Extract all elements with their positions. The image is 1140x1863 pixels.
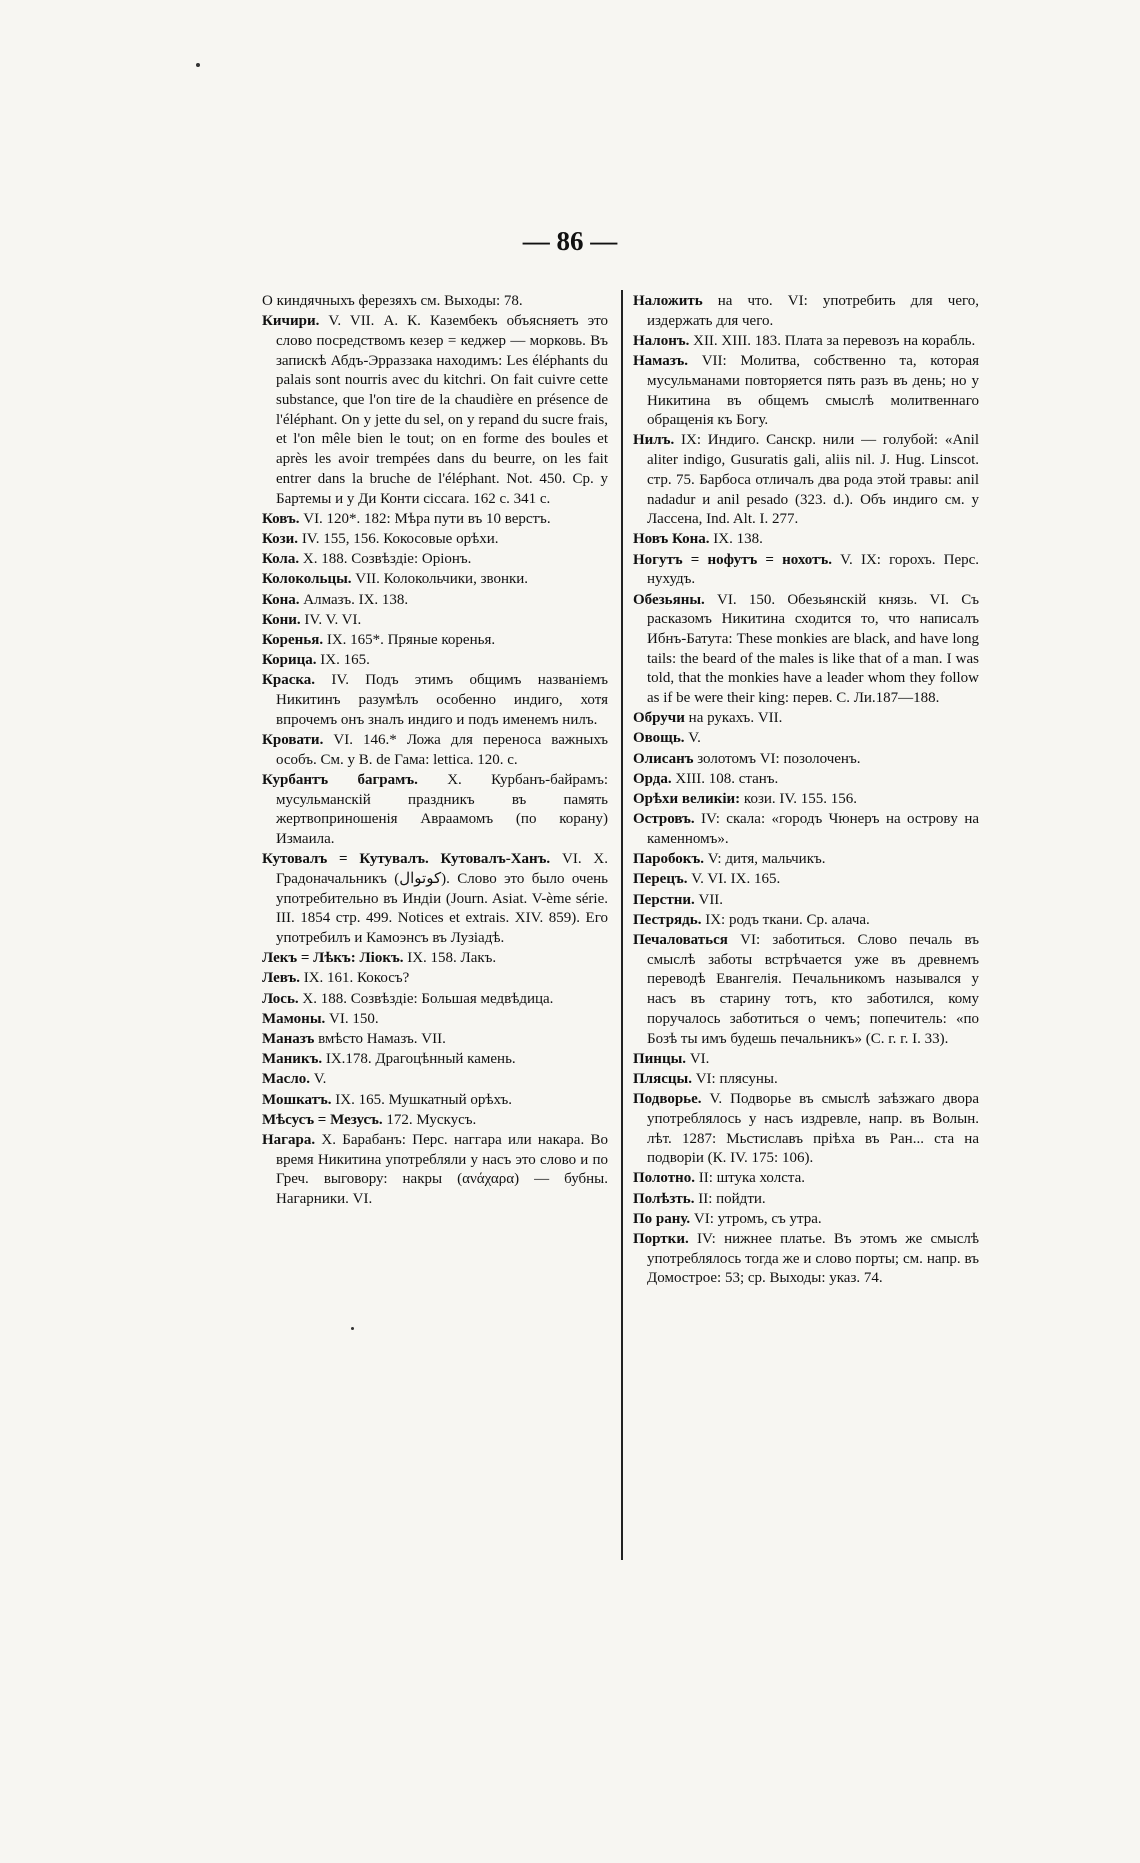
entry-headword: Обезьяны. xyxy=(633,591,705,608)
entry-headword: По рану. xyxy=(633,1210,691,1227)
dictionary-entry xyxy=(633,332,979,352)
entry-text: V. VII. А. К. Казембекъ объясняетъ это слово посредствомъ кезер = кеджер — морковь. Въ запискѣ Абдъ-Эрраззака находимъ: Les éléphants du palais sont nourris avec du kitchri. On fait cuivre cette substance, que l'on tire de la chaudière en présence de l'éléphant. On y jette du sel, on y repand du sucre frais, et l'on mêle bien le tout; on en forme des boules et après les avoir trempées dans du beurre, on les fait entrer dans la bruche de l'éléphant. Not. 450. Ср. у Бартемы и у Ди Конти ciccara. 162 с. 341 с. xyxy=(276,313,608,507)
entry-text: IV. Подъ этимъ общимъ названіемъ Никитинъ разумѣлъ особенно индиго, хотя впрочемъ онъ зналъ индиго и подъ именемъ нилъ. xyxy=(276,672,608,728)
entry-text: XII. XIII. 183. Плата за перевозъ на корабль. xyxy=(693,332,976,349)
entry-text: О киндячныхъ ферезяхъ см. Выходы: 78. xyxy=(262,293,523,309)
entry-headword: Ногутъ = нофутъ = нохотъ. xyxy=(633,551,832,568)
entry-headword: Мамоны. xyxy=(262,1010,326,1027)
entry-text: XIII. 108. станъ. xyxy=(675,770,779,787)
dictionary-entry xyxy=(262,850,608,949)
entry-headword: Нилъ. xyxy=(633,432,675,449)
entry-headword: Мѣсусъ = Мезусъ. xyxy=(262,1111,383,1128)
entry-headword: Пестрядь. xyxy=(633,911,702,928)
entry-headword: Пинцы. xyxy=(633,1050,687,1067)
entry-text: IV. 155, 156. Кокосовые орѣхи. xyxy=(301,530,499,547)
entry-text: VII. Колокольчики, звонки. xyxy=(355,571,529,588)
dictionary-entry xyxy=(262,550,608,570)
entry-headword: Печаловаться xyxy=(633,932,728,948)
dictionary-entry xyxy=(262,990,608,1010)
dictionary-entry xyxy=(262,591,608,611)
entry-headword: Орда. xyxy=(633,770,672,787)
entry-text: VI. 146.* Ложа для переноса важныхъ особъ. См. у В. de Гама: lettica. 120. с. xyxy=(276,731,609,768)
entry-text: IV: нижнее платье. Въ этомъ же смыслѣ употреблялось тогда же и слово порты; см. напр. въ Домострое: 53; ср. Выходы: указ. 74. xyxy=(647,1231,980,1287)
dictionary-entry xyxy=(633,292,979,331)
entry-text: золотомъ VI: позолоченъ. xyxy=(697,750,861,767)
entry-text: X. 188. Созвѣздіе: Оріонъ. xyxy=(302,551,472,568)
entry-text: II: пойдти. xyxy=(698,1190,766,1207)
entry-text: V. IX: горохъ. Перс. нухудъ. xyxy=(647,551,980,588)
entry-headword: Лекъ = Лѣкъ: Ліокъ. xyxy=(262,950,404,967)
dictionary-entry xyxy=(262,312,608,509)
print-speck xyxy=(196,63,200,67)
entry-headword: Маназъ xyxy=(262,1031,315,1048)
entry-text: IX.178. Драгоцѣнный камень. xyxy=(325,1051,516,1068)
dictionary-entry xyxy=(633,729,979,749)
entry-text: IX: Индиго. Санскр. нили — голубой: «Anil aliter indigo, Gusuratis gali, aliis nil. J. Hug. Linscot. стр. 75. Барбоса отличалъ два рода этой травы: anil nadadur и anil pesado (323. d.). Объ индиго см. у Лассена, Ind. Alt. I. 277. xyxy=(647,432,980,528)
dictionary-entry xyxy=(262,292,608,312)
entry-headword: Подворье. xyxy=(633,1091,702,1108)
entry-headword: Лось. xyxy=(262,990,299,1007)
entry-headword: Маникъ. xyxy=(262,1051,323,1068)
right-column xyxy=(633,292,979,1290)
dictionary-entry xyxy=(633,1070,979,1090)
entry-text: X. 188. Созвѣздіе: Большая медвѣдица. xyxy=(302,990,554,1007)
entry-text: вмѣсто Намазъ. VII. xyxy=(318,1031,446,1048)
entry-text: IX. 138. xyxy=(713,531,763,548)
entry-headword: Мошкатъ. xyxy=(262,1091,332,1108)
entry-headword: Кичири. xyxy=(262,313,320,330)
entry-headword: Налонъ. xyxy=(633,332,690,349)
dictionary-entry xyxy=(633,850,979,870)
entry-headword: Наложить xyxy=(633,293,703,309)
dictionary-entry xyxy=(633,750,979,770)
left-column xyxy=(262,292,608,1210)
entry-headword: Перецъ. xyxy=(633,871,688,888)
dictionary-entry xyxy=(262,1050,608,1070)
dictionary-entry xyxy=(262,731,608,770)
entry-text: V. xyxy=(688,730,701,747)
entry-headword: Кутовалъ = Кутувалъ. Кутовалъ-Ханъ. xyxy=(262,851,551,868)
print-speck xyxy=(351,1327,354,1330)
dictionary-entry xyxy=(262,631,608,651)
entry-text: IX. 161. Кокосъ? xyxy=(303,970,410,987)
dictionary-entry xyxy=(633,770,979,790)
dictionary-entry xyxy=(262,570,608,590)
dictionary-entry xyxy=(633,551,979,590)
entry-headword: Кози. xyxy=(262,530,299,547)
entry-text: VI: заботиться. Слово печаль въ смыслѣ заботы встрѣчается уже въ древнемъ переводѣ Евангелія. Печальникомъ назывался у насъ въ старину тотъ, кто заботился, кому поручалось заботиться о чемъ; попечитель: «по Бозѣ ты имъ будешь печальникъ» (С. г. г. I. 33). xyxy=(647,932,979,1047)
entry-text: IX. 165. Мушкатный орѣхъ. xyxy=(335,1091,512,1108)
entry-text: VI. xyxy=(689,1050,710,1067)
dictionary-entry xyxy=(633,1230,979,1289)
entry-text: на рукахъ. VII. xyxy=(688,710,783,727)
entry-headword: Коренья. xyxy=(262,631,324,648)
entry-text: V: дитя, мальчикъ. xyxy=(707,851,826,868)
entry-text: V. VI. IX. 165. xyxy=(691,871,781,888)
dictionary-entry xyxy=(262,1131,608,1210)
dictionary-entry xyxy=(633,870,979,890)
dictionary-entry xyxy=(633,1050,979,1070)
entry-headword: Корица. xyxy=(262,652,317,669)
entry-text: IX. 165. xyxy=(320,652,370,669)
entry-headword: Кровати. xyxy=(262,731,324,748)
entry-headword: Краска. xyxy=(262,672,316,689)
dictionary-entry xyxy=(633,931,979,1049)
column-divider xyxy=(621,290,623,1560)
entry-text: Алмазъ. IX. 138. xyxy=(303,591,409,608)
entry-headword: Кола. xyxy=(262,551,300,568)
entry-text: 172. Мускусъ. xyxy=(386,1111,477,1128)
entry-text: II: штука холста. xyxy=(698,1170,806,1187)
entry-headword: Курбантъ баграмъ. xyxy=(262,771,418,788)
dictionary-entry xyxy=(262,949,608,969)
dictionary-entry xyxy=(633,591,979,709)
dictionary-entry xyxy=(262,969,608,989)
dictionary-entry xyxy=(262,1091,608,1111)
entry-text: VII. xyxy=(698,891,724,908)
dictionary-entry xyxy=(633,530,979,550)
entry-headword: Полѣзть. xyxy=(633,1190,695,1207)
dictionary-entry xyxy=(262,510,608,530)
entry-text: на что. VI: употребить для чего, издержать для чего. xyxy=(647,293,979,329)
dictionary-entry xyxy=(262,771,608,850)
dictionary-entry xyxy=(262,671,608,730)
dictionary-entry xyxy=(633,709,979,729)
dictionary-entry xyxy=(262,1010,608,1030)
entry-text: IV: скала: «городъ Чюнеръ на островy на каменномъ». xyxy=(647,811,980,847)
entry-text: IX. 158. Лакъ. xyxy=(407,950,497,967)
dictionary-entry xyxy=(633,911,979,931)
dictionary-entry xyxy=(633,1169,979,1189)
dictionary-entry xyxy=(633,891,979,911)
dictionary-entry xyxy=(633,790,979,810)
entry-headword: Паробокъ. xyxy=(633,851,704,868)
entry-headword: Портки. xyxy=(633,1231,689,1248)
entry-headword: Полотно. xyxy=(633,1170,695,1187)
entry-headword: Ковъ. xyxy=(262,510,300,527)
entry-text: VII: Молитва, собственно та, которая мусульманами повторяется пять разъ въ день; но у Никитина въ общемъ смыслѣ молитвеннаго обращенія къ Богу. xyxy=(647,353,980,429)
dictionary-entry xyxy=(633,1190,979,1210)
entry-text: кози. IV. 155. 156. xyxy=(743,791,858,808)
entry-headword: Кони. xyxy=(262,611,301,628)
entry-text: IX: родъ ткани. Ср. алача. xyxy=(705,911,870,928)
entry-headword: Новъ Кона. xyxy=(633,531,710,548)
entry-text: VI. X. Градоначальникъ (کوتوال). Слово это было очень употребительно въ Индіи (Journ. Asiat. V-ème série. III. 1854 стр. 499. Notices et extrais. XIV. 859). Его употребилъ и Камоэнсъ въ Лузіадѣ. xyxy=(276,851,609,946)
entry-headword: Левъ. xyxy=(262,970,300,987)
entry-headword: Островъ. xyxy=(633,811,695,828)
dictionary-entry xyxy=(633,431,979,530)
entry-text: IV. V. VI. xyxy=(304,611,362,628)
dictionary-entry xyxy=(262,1070,608,1090)
entry-headword: Овощь. xyxy=(633,730,685,747)
entry-text: VI. 120*. 182: Мѣра пути въ 10 верстъ. xyxy=(303,510,551,527)
entry-text: V. xyxy=(313,1071,327,1088)
entry-headword: Олисанъ xyxy=(633,750,694,767)
entry-headword: Масло. xyxy=(262,1071,310,1088)
entry-headword: Нагара. xyxy=(262,1132,316,1149)
entry-text: X. Барабанъ: Перс. наггара или накара. Во время Никитина употребляли у насъ это слово и по Греч. выговору: накры (ανάχαρα) — бубны. Нагарники. VI. xyxy=(276,1132,609,1208)
entry-text: X. Курбанъ-байрамъ: мусульманскій праздникъ въ память жертвоприношенія Авраамомъ (по корану) Измаила. xyxy=(276,771,609,847)
entry-text: IX. 165*. Пряные коренья. xyxy=(326,631,496,648)
entry-text: VI: утромъ, съ утра. xyxy=(693,1210,822,1227)
entry-headword: Перстни. xyxy=(633,891,695,908)
dictionary-entry xyxy=(633,810,979,849)
dictionary-entry xyxy=(633,352,979,431)
entry-text: VI. 150. xyxy=(329,1010,379,1027)
dictionary-entry xyxy=(262,611,608,631)
entry-text: VI: плясуны. xyxy=(695,1070,778,1087)
dictionary-entry xyxy=(633,1210,979,1230)
dictionary-entry xyxy=(262,1030,608,1050)
dictionary-entry xyxy=(262,1111,608,1131)
dictionary-entry xyxy=(262,530,608,550)
page-number: — 86 — xyxy=(522,226,618,256)
entry-headword: Обручи xyxy=(633,710,685,727)
dictionary-entry xyxy=(262,651,608,671)
dictionary-entry xyxy=(633,1090,979,1169)
entry-headword: Кона. xyxy=(262,591,300,608)
entry-headword: Орѣхи великіи: xyxy=(633,791,741,808)
entry-headword: Колокольцы. xyxy=(262,571,352,588)
entry-text: V. Подворье въ смыслѣ заѣзжаго двора употреблялось у насъ издревле, напр. въ Волын. лѣт. 1287: Мьстиславъ пріѣха въ Ран... ста на подворіи (К. IV. 175: 106). xyxy=(647,1091,980,1167)
entry-headword: Намазъ. xyxy=(633,353,689,370)
entry-text: VI. 150. Обезьянскій князь. VI. Съ расказомъ Никитина сходится то, что написалъ Ибнъ-Батута: These monkies are black, and have long tails: the beard of the males is like that of a man. I was told, that the monkies have a leader whom they follow as if be were their king: перев. С. Ли.187—188. xyxy=(647,591,980,707)
entry-headword: Плясцы. xyxy=(633,1070,692,1087)
